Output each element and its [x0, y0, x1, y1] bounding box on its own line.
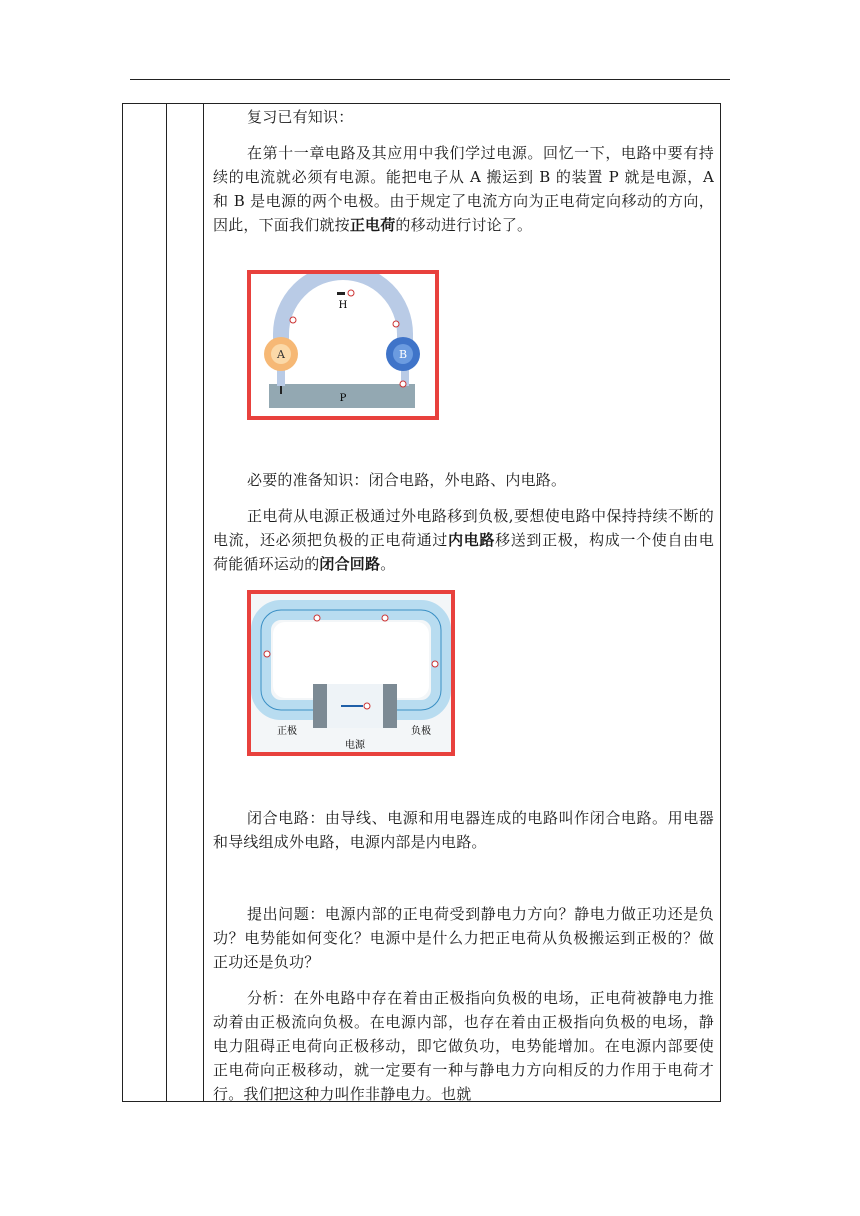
- closed-circuit-diagram: [251, 594, 451, 752]
- closed-circuit-definition: 闭合电路：由导线、电源和用电器连成的电路叫作闭合电路。用电器和导线组成外电路，电源内部是内电路。: [213, 809, 714, 851]
- prep-heading: 必要的准备知识：闭合电路，外电路、内电路。: [247, 471, 567, 489]
- lesson-content-4: [213, 902, 714, 1106]
- header-rule: [130, 79, 730, 80]
- label-b: B: [398, 348, 408, 361]
- label-a: A: [277, 348, 285, 361]
- review-heading: 复习已有知识：: [247, 108, 354, 126]
- label-h: H: [338, 300, 348, 311]
- lesson-table: [122, 103, 721, 1102]
- figure-closed-circuit: [247, 590, 455, 756]
- prep-paragraph: 正电荷从电源正极通过外电路移到负极,要想使电路中保持持续不断的电流，还必须把负极的正电荷通过内电路移送到正极，构成一个使自由电荷能循环运动的闭合回路。: [213, 507, 714, 573]
- question-paragraph: 提出问题：电源内部的正电荷受到静电力方向？静电力做正功还是负功？电势能如何变化？电源中是什么力把正电荷从负极搬运到正极的？做正功还是负功？: [213, 905, 714, 971]
- lesson-content-3: [213, 806, 714, 854]
- analysis-paragraph: 分析：在外电路中存在着由正极指向负极的电场，正电荷被静电力推动着由正极流向负极。在电源内部，也存在着由正极指向负极的电场，静电力阻碍正电荷向正极移动，即它做负功，电势能增加。在电源内部要使正电荷向正极移动，就一定要有一种与静电力方向相反的力作用于电荷才行。我们把这种力叫作非静电力。也就: [213, 989, 714, 1103]
- label-p: P: [339, 393, 347, 404]
- lesson-content-2: [213, 468, 714, 576]
- label-negative: 负极: [411, 726, 431, 737]
- column-divider: [166, 104, 167, 1101]
- label-source: 电源: [345, 740, 365, 751]
- charge-transport-diagram: [251, 274, 435, 416]
- column-divider: [203, 104, 204, 1101]
- figure-charge-transport: [247, 270, 439, 420]
- lesson-content: [213, 104, 714, 237]
- review-paragraph: 在第十一章电路及其应用中我们学过电源。回忆一下，电路中要有持续的电流就必须有电源。能把电子从 A 搬运到 B 的装置 P 就是电源，A 和 B 是电源的两个电极。由于规定了电流方向为正电荷定向移动的方向，因此，下面我们就按正电荷的移动进行讨论了。: [213, 144, 714, 234]
- label-positive: 正极: [277, 726, 297, 737]
